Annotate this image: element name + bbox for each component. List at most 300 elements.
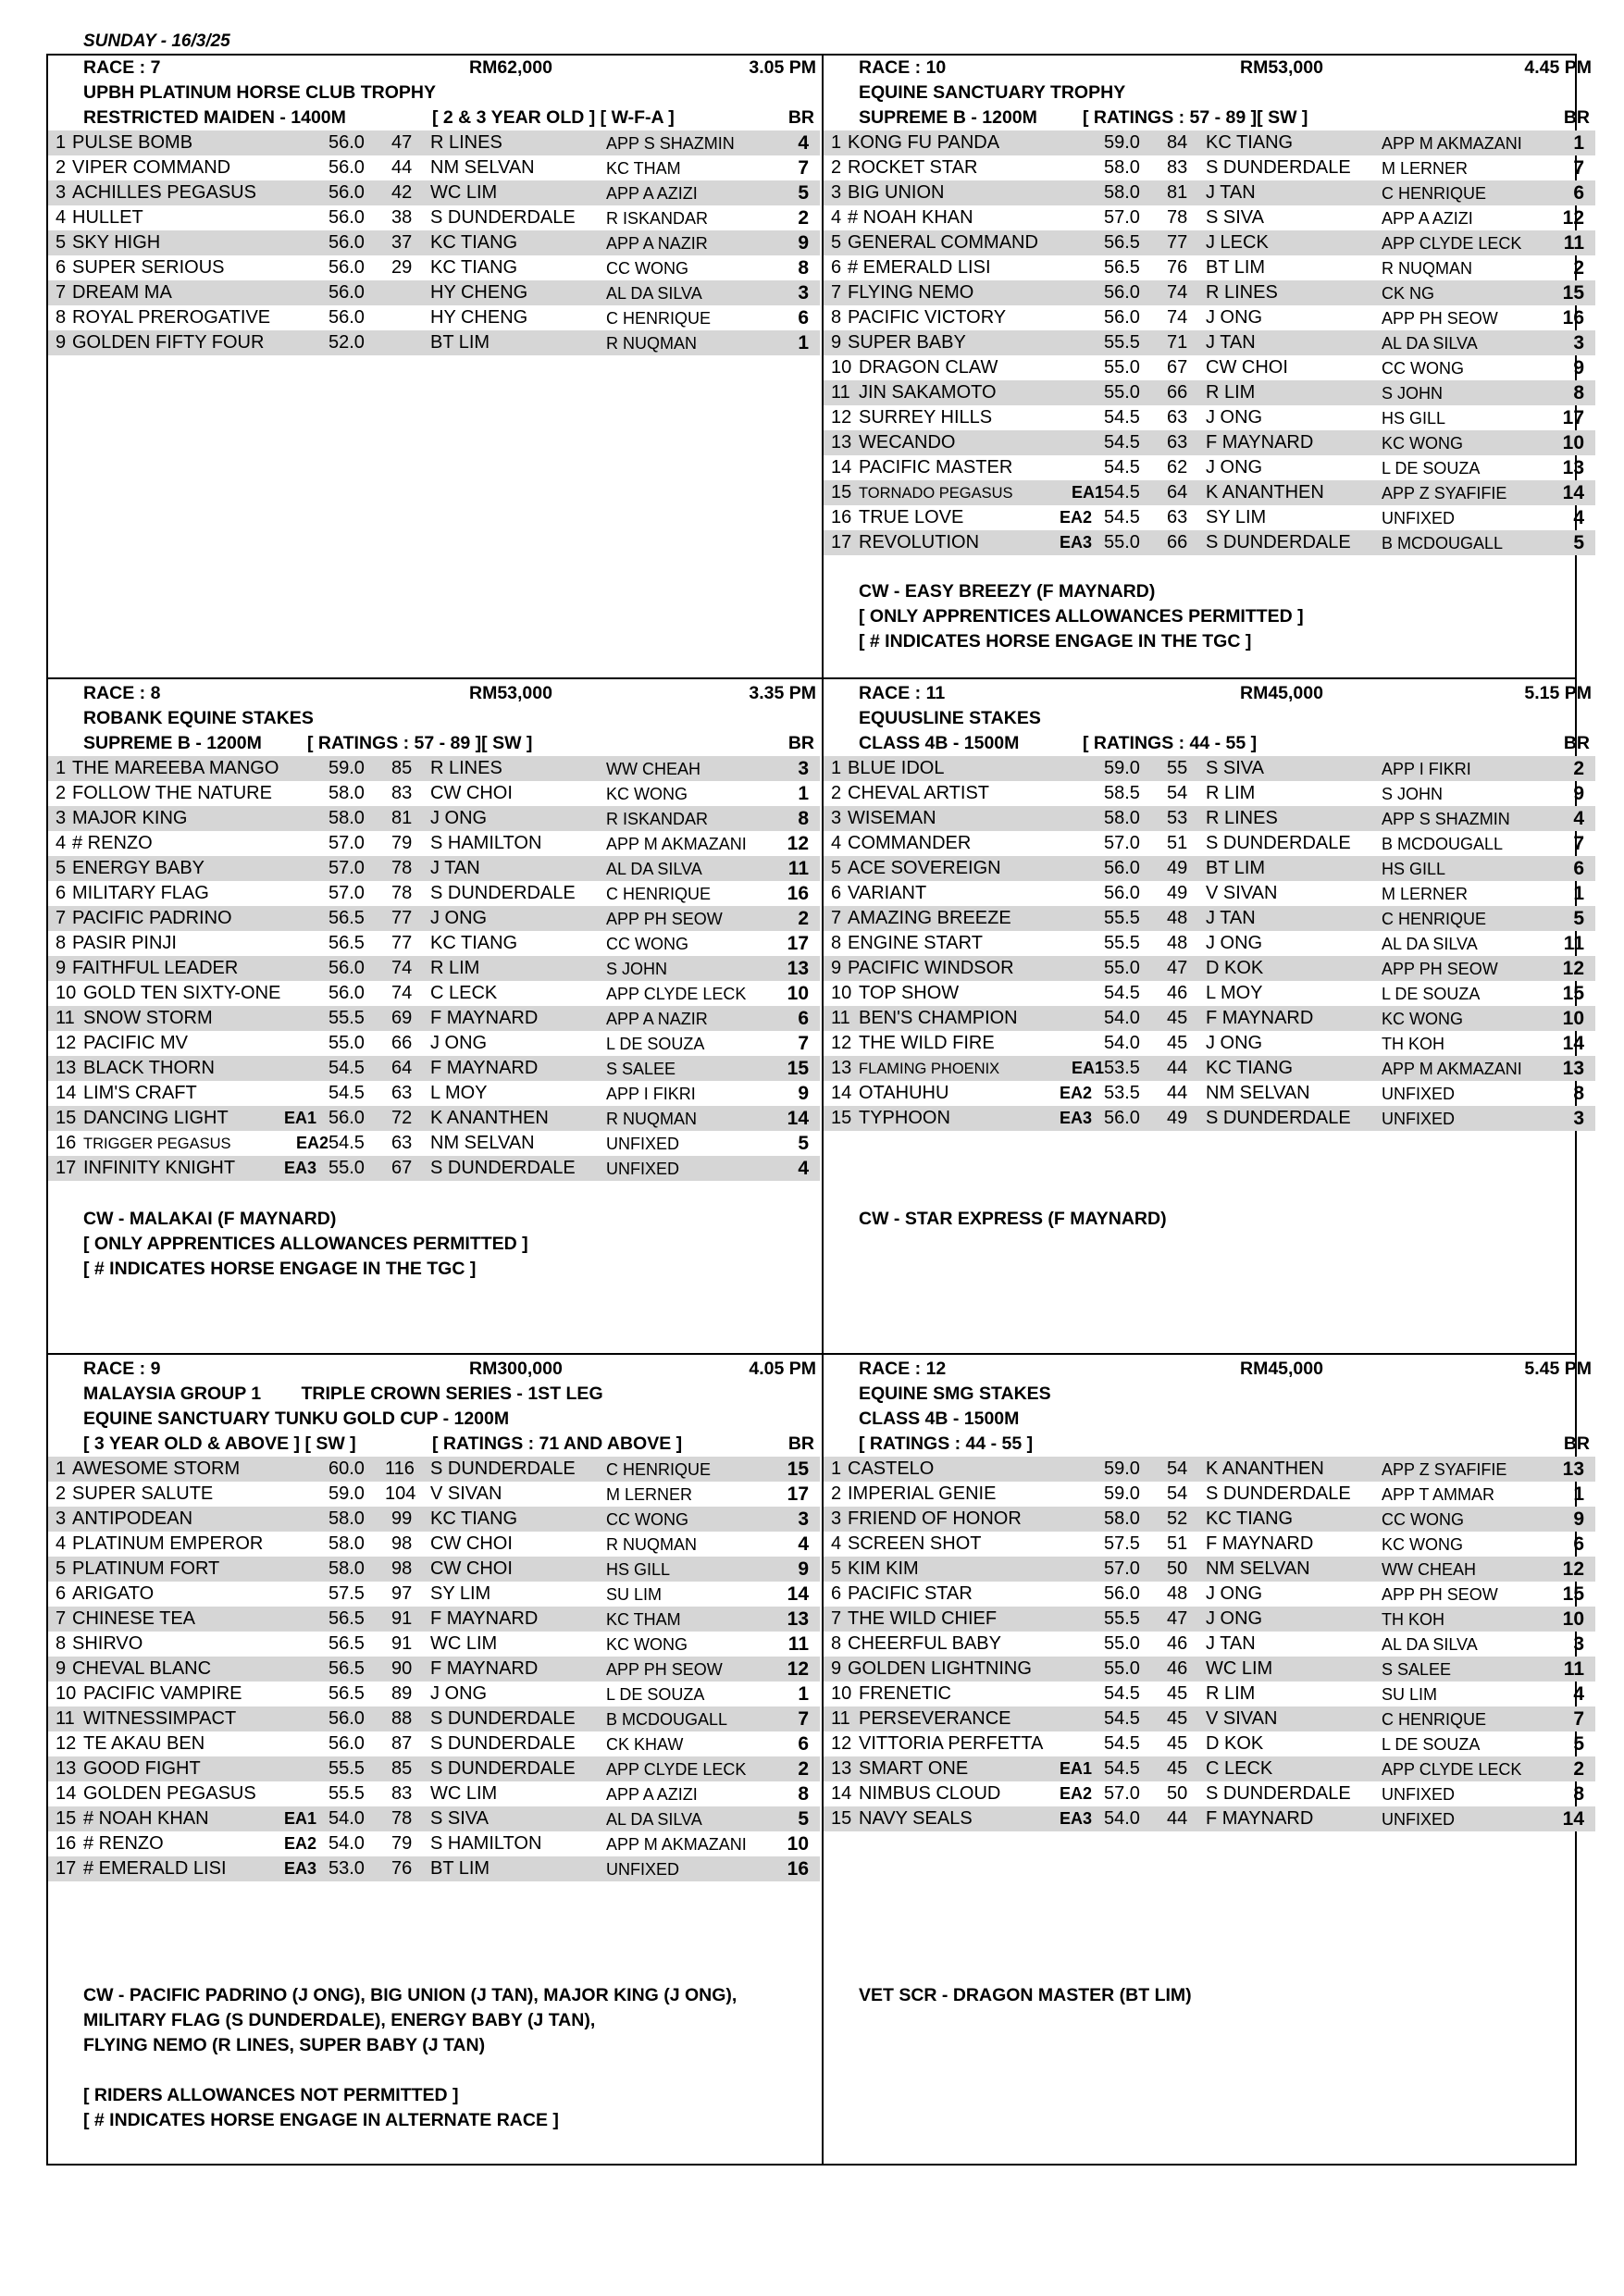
- trainer-name: S DUNDERDALE: [430, 207, 576, 228]
- horse-name: # NOAH KHAN: [83, 1808, 209, 1829]
- entry-row: [48, 1756, 820, 1781]
- entry-row: [48, 130, 820, 155]
- entry-row: [48, 856, 820, 881]
- horse-name: TORNADO PEGASUS: [859, 485, 1013, 502]
- entry-row: [824, 831, 1595, 856]
- entry-row: [824, 1081, 1595, 1106]
- horse-rating: 74: [1167, 307, 1188, 328]
- horse-name: TRUE LOVE: [859, 507, 964, 527]
- horse-rating: 45: [1167, 1008, 1188, 1028]
- race-time: 4.05 PM: [749, 1359, 816, 1379]
- barrier-draw: 8: [1573, 1783, 1584, 1805]
- saddle-number: 13: [56, 1758, 77, 1779]
- barrier-draw: 8: [798, 257, 809, 279]
- horse-name: SHIRVO: [72, 1633, 143, 1654]
- handicap-weight: 56.0: [1104, 282, 1140, 303]
- horse-name: FLAMING PHOENIX: [859, 1061, 1000, 1077]
- entry-row: [48, 906, 820, 931]
- race-prize: RM62,000: [469, 57, 552, 78]
- trainer-name: S HAMILTON: [430, 1833, 542, 1854]
- saddle-number: 12: [831, 1033, 852, 1053]
- jockey-name: S JOHN: [1382, 785, 1444, 803]
- entry-row: [824, 906, 1595, 931]
- handicap-weight: 52.0: [329, 332, 365, 353]
- horse-rating: 72: [391, 1108, 413, 1128]
- horse-rating: 48: [1167, 1583, 1188, 1604]
- trainer-name: KC TIANG: [1206, 1508, 1294, 1529]
- horse-name: OTAHUHU: [859, 1083, 949, 1103]
- trainer-name: NM SELVAN: [430, 157, 535, 178]
- barrier-draw: 14: [1562, 1808, 1584, 1830]
- saddle-number: 8: [831, 933, 842, 953]
- trainer-name: J LECK: [1206, 232, 1269, 253]
- horse-rating: 45: [1167, 1708, 1188, 1729]
- trainer-name: NM SELVAN: [1206, 1083, 1310, 1103]
- saddle-number: 15: [831, 482, 852, 503]
- handicap-weight: 54.5: [1104, 507, 1140, 527]
- handicap-weight: 54.5: [1104, 407, 1140, 428]
- jockey-name: APP PH SEOW: [1382, 309, 1498, 328]
- entry-row: [824, 881, 1595, 906]
- jockey-name: L DE SOUZA: [1382, 985, 1481, 1003]
- horse-name: CHEERFUL BABY: [848, 1633, 1001, 1654]
- barrier-draw: 5: [798, 1133, 809, 1154]
- saddle-number: 10: [831, 1683, 852, 1704]
- saddle-number: 2: [56, 157, 67, 178]
- horse-name: AMAZING BREEZE: [848, 908, 1011, 928]
- barrier-draw: 14: [1562, 1033, 1584, 1054]
- horse-name: # EMERALD LISI: [83, 1858, 227, 1879]
- trainer-name: C LECK: [430, 983, 498, 1003]
- barrier-draw: 15: [1562, 983, 1584, 1004]
- saddle-number: 15: [56, 1808, 77, 1829]
- horse-name: CHEVAL ARTIST: [848, 783, 990, 803]
- barrier-draw: 7: [798, 157, 809, 179]
- jockey-name: APP A AZIZI: [606, 1785, 698, 1804]
- handicap-weight: 54.0: [329, 1833, 365, 1854]
- barrier-draw: 11: [1563, 232, 1584, 254]
- race-block-race12: [824, 1357, 1595, 1831]
- horse-rating: 78: [391, 858, 413, 878]
- jockey-name: C HENRIQUE: [1382, 1710, 1487, 1729]
- handicap-weight: 54.0: [1104, 1033, 1140, 1053]
- horse-name: CHINESE TEA: [72, 1608, 195, 1629]
- entry-row: [48, 931, 820, 956]
- jockey-name: TH KOH: [1382, 1610, 1445, 1629]
- horse-name: THE WILD FIRE: [859, 1033, 995, 1053]
- trainer-name: BT LIM: [430, 1858, 490, 1879]
- barrier-draw: 7: [1573, 1708, 1584, 1730]
- barrier-draw: 6: [1573, 182, 1584, 204]
- trainer-name: J ONG: [430, 1033, 488, 1053]
- horse-rating: 49: [1167, 1108, 1188, 1128]
- race-prize: RM53,000: [469, 683, 552, 703]
- horse-rating: 91: [391, 1633, 413, 1654]
- race-prize: RM45,000: [1240, 1359, 1323, 1379]
- saddle-number: 2: [831, 157, 842, 178]
- handicap-weight: 56.0: [329, 958, 365, 978]
- entry-row: [48, 1131, 820, 1156]
- horse-rating: 104: [385, 1483, 416, 1504]
- entry-row: [824, 1632, 1595, 1657]
- horse-name: PACIFIC VAMPIRE: [83, 1683, 242, 1704]
- saddle-number: 3: [831, 1508, 842, 1529]
- handicap-weight: 58.0: [329, 1508, 365, 1529]
- trainer-name: J ONG: [1206, 407, 1263, 428]
- saddle-number: 11: [56, 1708, 75, 1729]
- handicap-weight: 58.0: [329, 1558, 365, 1579]
- barrier-draw: 5: [1573, 1733, 1584, 1755]
- barrier-draw: 3: [1573, 332, 1584, 354]
- saddle-number: 14: [831, 457, 852, 478]
- jockey-name: UNFIXED: [1382, 509, 1456, 527]
- horse-rating: 98: [391, 1558, 413, 1579]
- entry-row: [48, 756, 820, 781]
- race-title: [48, 706, 820, 731]
- horse-rating: 54: [1167, 1458, 1188, 1479]
- horse-name: BIG UNION: [848, 182, 945, 203]
- barrier-column-label: BR: [1563, 1433, 1590, 1454]
- trainer-name: KC TIANG: [430, 232, 518, 253]
- entry-row: [824, 1582, 1595, 1607]
- saddle-number: 14: [56, 1083, 77, 1103]
- saddle-number: 8: [56, 933, 67, 953]
- horse-rating: 46: [1167, 1658, 1188, 1679]
- saddle-number: 6: [56, 883, 67, 903]
- entry-row: [48, 1457, 820, 1482]
- emergency-acceptor-tag: EA1: [1060, 1759, 1093, 1778]
- barrier-draw: 3: [798, 282, 809, 304]
- race-note-line: [ # INDICATES HORSE ENGAGE IN ALTERNATE RACE ]: [83, 2110, 559, 2130]
- entry-row: [824, 1031, 1595, 1056]
- handicap-weight: 59.0: [1104, 132, 1140, 153]
- horse-name: TE AKAU BEN: [83, 1733, 205, 1754]
- race-title: [48, 81, 820, 105]
- trainer-name: F MAYNARD: [430, 1008, 539, 1028]
- handicap-weight: 57.0: [329, 858, 365, 878]
- jockey-name: L DE SOUZA: [1382, 459, 1481, 478]
- horse-name: PULSE BOMB: [72, 132, 193, 153]
- jockey-name: APP M AKMAZANI: [606, 835, 747, 853]
- trainer-name: L MOY: [430, 1083, 488, 1103]
- trainer-name: BT LIM: [430, 332, 490, 353]
- entry-row: [824, 756, 1595, 781]
- trainer-name: WC LIM: [430, 1633, 498, 1654]
- trainer-name: S SIVA: [430, 1808, 489, 1829]
- horse-name: REVOLUTION: [859, 532, 980, 552]
- race-number: RACE : 8: [83, 683, 161, 703]
- trainer-name: J ONG: [1206, 1608, 1263, 1629]
- handicap-weight: 54.5: [1104, 482, 1140, 503]
- trainer-name: SY LIM: [1206, 507, 1267, 527]
- horse-rating: 47: [391, 132, 413, 153]
- trainer-name: J ONG: [430, 1683, 488, 1704]
- jockey-name: APP CLYDE LECK: [606, 985, 747, 1003]
- race-class-row: [48, 105, 820, 130]
- trainer-name: R LIM: [430, 958, 480, 978]
- horse-rating: 71: [1167, 332, 1188, 353]
- saddle-number: 3: [56, 182, 67, 203]
- entry-row: [48, 781, 820, 806]
- horse-rating: 50: [1167, 1783, 1188, 1804]
- entry-row: [48, 1006, 820, 1031]
- trainer-name: KC TIANG: [430, 933, 518, 953]
- saddle-number: 1: [56, 132, 67, 153]
- entry-row: [824, 931, 1595, 956]
- trainer-name: F MAYNARD: [1206, 1008, 1314, 1028]
- race-conditions: [ 2 & 3 YEAR OLD ] [ W-F-A ]: [432, 107, 675, 128]
- entry-row: [48, 1856, 820, 1881]
- jockey-name: R NUQMAN: [606, 1535, 697, 1554]
- race-subtitle-text: CLASS 4B - 1500M: [859, 1409, 1020, 1429]
- handicap-weight: 55.0: [329, 1033, 365, 1053]
- saddle-number: 3: [56, 808, 67, 828]
- jockey-name: CK NG: [1382, 284, 1435, 303]
- trainer-name: KC TIANG: [430, 1508, 518, 1529]
- horse-name: ACE SOVEREIGN: [848, 858, 1001, 878]
- horse-name: WECANDO: [859, 432, 956, 453]
- jockey-name: SU LIM: [606, 1585, 663, 1604]
- horse-rating: 48: [1167, 933, 1188, 953]
- handicap-weight: 56.0: [1104, 1108, 1140, 1128]
- horse-rating: 74: [391, 983, 413, 1003]
- horse-rating: 66: [1167, 382, 1188, 403]
- jockey-name: C HENRIQUE: [1382, 184, 1487, 203]
- handicap-weight: 55.5: [1104, 332, 1140, 353]
- trainer-name: CW CHOI: [430, 783, 513, 803]
- trainer-name: CW CHOI: [1206, 357, 1288, 378]
- handicap-weight: 55.0: [1104, 1658, 1140, 1679]
- saddle-number: 9: [831, 958, 842, 978]
- entry-row: [48, 1831, 820, 1856]
- race-class-row: [824, 105, 1595, 130]
- handicap-weight: 56.0: [329, 1733, 365, 1754]
- handicap-weight: 56.0: [329, 257, 365, 278]
- horse-rating: 63: [1167, 432, 1188, 453]
- race-note-line: [ RIDERS ALLOWANCES NOT PERMITTED ]: [83, 2085, 459, 2105]
- horse-name: FRENETIC: [859, 1683, 951, 1704]
- horse-name: ROYAL PREROGATIVE: [72, 307, 271, 328]
- entry-row: [48, 1731, 820, 1756]
- trainer-name: S SIVA: [1206, 758, 1264, 778]
- horse-rating: 63: [1167, 507, 1188, 527]
- handicap-weight: 55.0: [1104, 357, 1140, 378]
- handicap-weight: 54.5: [1104, 1733, 1140, 1754]
- race-time: 5.45 PM: [1524, 1359, 1592, 1379]
- jockey-name: TH KOH: [1382, 1035, 1445, 1053]
- barrier-draw: 13: [1562, 1458, 1584, 1480]
- trainer-name: J ONG: [1206, 933, 1263, 953]
- horse-rating: 99: [391, 1508, 413, 1529]
- handicap-weight: 54.5: [329, 1133, 365, 1153]
- race-class-row: [824, 1432, 1595, 1457]
- saddle-number: 10: [831, 983, 852, 1003]
- barrier-draw: 8: [798, 1783, 809, 1805]
- barrier-draw: 10: [787, 983, 809, 1004]
- jockey-name: AL DA SILVA: [1382, 334, 1478, 353]
- barrier-draw: 12: [1562, 207, 1584, 229]
- trainer-name: R LIM: [1206, 1683, 1256, 1704]
- entry-row: [824, 230, 1595, 255]
- barrier-draw: 3: [798, 758, 809, 779]
- horse-rating: 87: [391, 1733, 413, 1754]
- race-block-race8: [48, 681, 820, 1181]
- race-header: [824, 681, 1595, 706]
- race-class: [ 3 YEAR OLD & ABOVE ] [ SW ]: [83, 1433, 356, 1454]
- entry-row: [824, 1731, 1595, 1756]
- race-header: [48, 56, 820, 81]
- horse-name: MAJOR KING: [72, 808, 188, 828]
- saddle-number: 10: [56, 1683, 77, 1704]
- race-block-race7: [48, 56, 820, 355]
- race-note-line: CW - MALAKAI (F MAYNARD): [83, 1209, 337, 1229]
- race-subtitle: [824, 1407, 1595, 1432]
- race-notes: [859, 1983, 1192, 2008]
- handicap-weight: 55.0: [1104, 532, 1140, 552]
- saddle-number: 14: [831, 1783, 852, 1804]
- handicap-weight: 58.5: [1104, 783, 1140, 803]
- horse-name: TYPHOON: [859, 1108, 950, 1128]
- trainer-name: R LIM: [1206, 783, 1256, 803]
- horse-name: BLUE IDOL: [848, 758, 945, 778]
- jockey-name: UNFIXED: [1382, 1810, 1456, 1829]
- entry-row: [48, 1031, 820, 1056]
- horse-rating: 53: [1167, 808, 1188, 828]
- trainer-name: V SIVAN: [430, 1483, 502, 1504]
- saddle-number: 5: [831, 858, 842, 878]
- horse-name: PERSEVERANCE: [859, 1708, 1011, 1729]
- barrier-draw: 11: [787, 1633, 809, 1655]
- race-block-race11: [824, 681, 1595, 1131]
- saddle-number: 12: [831, 407, 852, 428]
- horse-rating: 85: [391, 758, 413, 778]
- barrier-draw: 17: [787, 933, 809, 954]
- jockey-name: M LERNER: [1382, 159, 1469, 178]
- jockey-name: UNFIXED: [1382, 1110, 1456, 1128]
- horse-rating: 116: [385, 1458, 415, 1479]
- saddle-number: 5: [56, 858, 67, 878]
- horse-rating: 45: [1167, 1033, 1188, 1053]
- handicap-weight: 56.0: [329, 232, 365, 253]
- saddle-number: 15: [56, 1108, 77, 1128]
- emergency-acceptor-tag: EA1: [1072, 483, 1105, 502]
- jockey-name: B MCDOUGALL: [1382, 835, 1504, 853]
- emergency-acceptor-tag: EA3: [1060, 1109, 1093, 1127]
- race-title-text: ROBANK EQUINE STAKES: [83, 708, 314, 728]
- horse-name: JIN SAKAMOTO: [859, 382, 997, 403]
- race-class-row: [48, 731, 820, 756]
- emergency-acceptor-tag: EA2: [1060, 1784, 1093, 1803]
- trainer-name: BT LIM: [1206, 858, 1266, 878]
- trainer-name: S SIVA: [1206, 207, 1264, 228]
- barrier-draw: 15: [1562, 1583, 1584, 1605]
- horse-name: PASIR PINJI: [72, 933, 177, 953]
- handicap-weight: 54.5: [1104, 1758, 1140, 1779]
- entry-row: [824, 1507, 1595, 1532]
- barrier-draw: 10: [787, 1833, 809, 1855]
- trainer-name: NM SELVAN: [430, 1133, 535, 1153]
- horse-name: WITNESSIMPACT: [83, 1708, 237, 1729]
- handicap-weight: 58.0: [1104, 1508, 1140, 1529]
- entry-row: [48, 1482, 820, 1507]
- emergency-acceptor-tag: EA1: [1072, 1059, 1105, 1077]
- jockey-name: KC WONG: [1382, 1010, 1463, 1028]
- trainer-name: CW CHOI: [430, 1533, 513, 1554]
- handicap-weight: 56.0: [329, 132, 365, 153]
- horse-name: FLYING NEMO: [848, 282, 974, 303]
- barrier-draw: 5: [1573, 908, 1584, 929]
- jockey-name: APP T AMMAR: [1382, 1485, 1495, 1504]
- saddle-number: 9: [56, 958, 67, 978]
- entry-row: [824, 981, 1595, 1006]
- handicap-weight: 58.0: [329, 808, 365, 828]
- handicap-weight: 55.0: [1104, 1633, 1140, 1654]
- jockey-name: R NUQMAN: [1382, 259, 1472, 278]
- barrier-draw: 8: [1573, 1083, 1584, 1104]
- entry-row: [824, 130, 1595, 155]
- horse-rating: 89: [391, 1683, 413, 1704]
- horse-rating: 78: [1167, 207, 1188, 228]
- horse-rating: 44: [1167, 1083, 1188, 1103]
- entry-row: [824, 430, 1595, 455]
- barrier-draw: 1: [798, 783, 809, 804]
- entry-row: [48, 1632, 820, 1657]
- saddle-number: 15: [831, 1108, 852, 1128]
- saddle-number: 7: [831, 1608, 842, 1629]
- handicap-weight: 53.5: [1104, 1058, 1140, 1078]
- barrier-draw: 4: [798, 132, 809, 154]
- trainer-name: V SIVAN: [1206, 1708, 1278, 1729]
- race-time: 3.35 PM: [749, 683, 816, 703]
- handicap-weight: 53.0: [329, 1858, 365, 1879]
- horse-name: KIM KIM: [848, 1558, 919, 1579]
- entry-row: [48, 205, 820, 230]
- barrier-draw: 7: [1573, 833, 1584, 854]
- race-title-text: UPBH PLATINUM HORSE CLUB TROPHY: [83, 82, 436, 103]
- trainer-name: S DUNDERDALE: [430, 1708, 576, 1729]
- handicap-weight: 56.0: [1104, 1583, 1140, 1604]
- jockey-name: KC WONG: [1382, 1535, 1463, 1554]
- trainer-name: V SIVAN: [1206, 883, 1278, 903]
- horse-rating: 62: [1167, 457, 1188, 478]
- horse-rating: 66: [1167, 532, 1188, 552]
- saddle-number: 4: [56, 833, 67, 853]
- race-title: [824, 1382, 1595, 1407]
- entry-row: [824, 1607, 1595, 1632]
- handicap-weight: 54.0: [1104, 1808, 1140, 1829]
- saddle-number: 1: [831, 1458, 842, 1479]
- jockey-name: S SALEE: [606, 1060, 676, 1078]
- horse-rating: 66: [391, 1033, 413, 1053]
- jockey-name: CC WONG: [1382, 359, 1464, 378]
- jockey-name: APP M AKMAZANI: [1382, 1060, 1522, 1078]
- race-class: [ RATINGS : 44 - 55 ]: [859, 1433, 1034, 1454]
- handicap-weight: 55.5: [329, 1758, 365, 1779]
- barrier-draw: 2: [1573, 257, 1584, 279]
- jockey-name: KC WONG: [606, 1635, 688, 1654]
- saddle-number: 13: [831, 1058, 852, 1078]
- emergency-acceptor-tag: EA2: [284, 1834, 317, 1853]
- trainer-name: WC LIM: [430, 1783, 498, 1804]
- handicap-weight: 57.5: [329, 1583, 365, 1604]
- saddle-number: 5: [56, 232, 67, 253]
- jockey-name: APP I FIKRI: [1382, 760, 1471, 778]
- jockey-name: APP M AKMAZANI: [606, 1835, 747, 1854]
- horse-name: THE WILD CHIEF: [848, 1608, 998, 1629]
- horse-rating: 49: [1167, 858, 1188, 878]
- trainer-name: S DUNDERDALE: [1206, 1108, 1351, 1128]
- trainer-name: S DUNDERDALE: [430, 1758, 576, 1779]
